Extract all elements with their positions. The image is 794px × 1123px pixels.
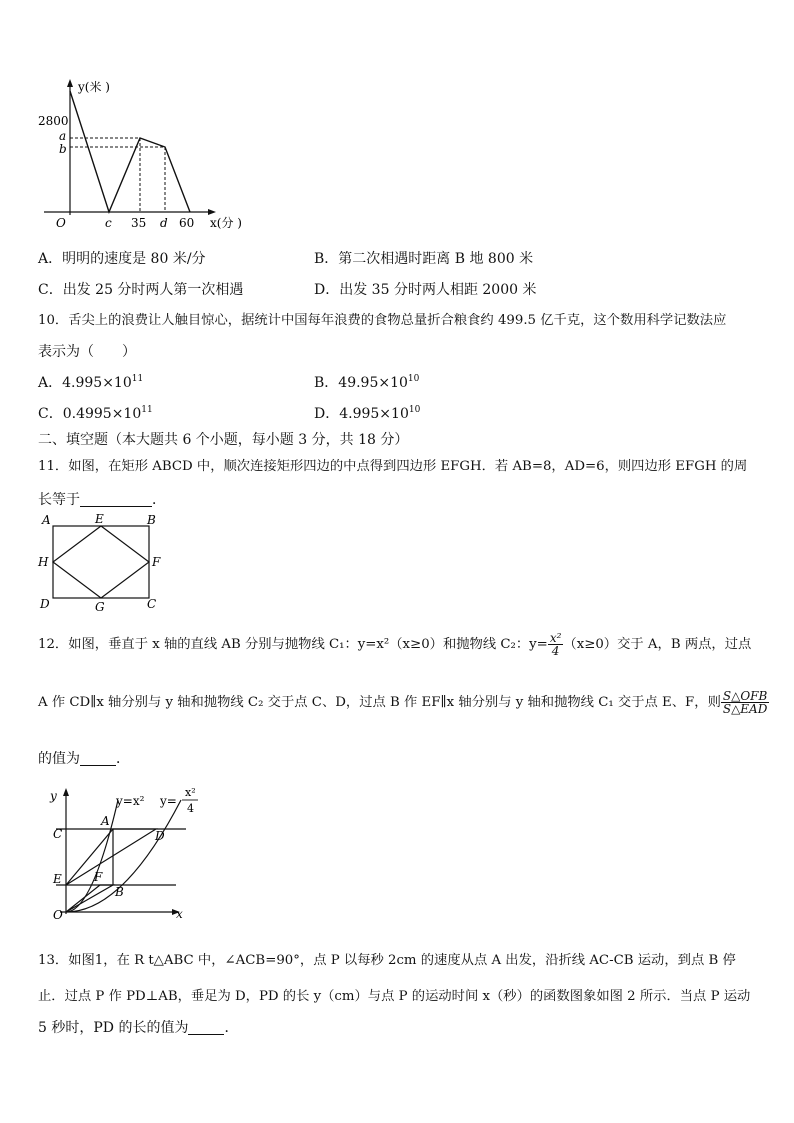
fig12-label-e: E — [53, 872, 62, 886]
q11-answer-blank[interactable] — [80, 492, 152, 507]
graph1-tick-b: b — [59, 142, 67, 156]
fig12-c1-label: y=x² — [116, 794, 145, 808]
q12-line1-end: （x≥0）交于 A，B 两点，过点 — [563, 636, 752, 652]
fig12-c2-label: y= — [160, 794, 177, 808]
fig12-y-arrow — [63, 788, 69, 796]
graph1-tick-d: d — [160, 216, 168, 230]
q10-option-d-base: D．4.995×10 — [314, 406, 409, 422]
graph1-tick-35: 35 — [131, 216, 147, 230]
q11-line2-end: ． — [152, 492, 166, 508]
q12-fraction — [548, 632, 564, 657]
section-heading: 二、填空题（本大题共 6 个小题，每小题 3 分，共 18 分） — [38, 432, 409, 448]
fig12-x-label: x — [176, 907, 183, 921]
q10-option-d — [314, 407, 420, 421]
q12-line2-text: A 作 CD∥x 轴分别与 y 轴和抛物线 C₂ 交于点 C、D，过点 B 作 EF∥x 轴分别与 y 轴和抛物线 C₁ 交于点 E、F，则 — [38, 694, 721, 710]
q10-option-d-exp: 10 — [408, 405, 421, 415]
q9-option-d: D．出发 35 分时两人相距 2000 米 — [314, 282, 537, 298]
parabola-figure — [36, 778, 206, 923]
q10-option-c-exp: 11 — [141, 405, 153, 415]
graph1-tick-2800: 2800 — [38, 114, 69, 128]
graph1-y-label: y(米 ) — [78, 80, 110, 94]
graph1-tick-60: 60 — [179, 216, 195, 230]
q12-answer-blank[interactable] — [80, 751, 116, 766]
q13-line3-end: ． — [224, 1020, 239, 1036]
graph1-x-label: x(分 ) — [210, 216, 242, 230]
label-b: B — [147, 513, 156, 527]
graph1-tick-c: c — [105, 216, 112, 230]
q13-line2: 止．过点 P 作 PD⊥AB，垂足为 D，PD 的长 y（cm）与点 P 的运动时间 x（秒）的函数图象如图 2 所示．当点 P 运动 — [38, 989, 751, 1004]
quadrilateral-efgh — [53, 526, 149, 598]
graph1-x-arrow — [208, 209, 216, 215]
q10-option-b-base: B．49.95×10 — [314, 375, 408, 391]
rectangle-abcd — [53, 526, 149, 598]
q10-option-a-base: A．4.995×10 — [38, 375, 132, 391]
q11-line1: 11．如图，在矩形 ABCD 中，顺次连接矩形四边的中点得到四边形 EFGH．若 AB=8，AD=6，则四边形 EFGH 的周 — [38, 459, 748, 474]
q9-option-c: C．出发 25 分时两人第一次相遇 — [38, 282, 244, 298]
q9-option-b: B．第二次相遇时距离 B 地 800 米 — [314, 251, 534, 267]
q10-option-a-exp: 11 — [131, 374, 144, 384]
q12-line2 — [38, 690, 769, 715]
q13-line1: 13．如图1，在 R t△ABC 中，∠ACB=90°，点 P 以每秒 2cm 的速度从点 A 出发，沿折线 AC-CB 运动，到点 B 停 — [38, 953, 736, 968]
fig12-label-c: C — [53, 827, 63, 841]
graph1-path — [70, 91, 190, 212]
rectangle-figure — [36, 512, 166, 614]
q12-ratio-den: S△EAD — [722, 702, 768, 716]
q12-line3 — [38, 751, 130, 766]
q13-answer-blank[interactable] — [188, 1020, 224, 1035]
q10-stem-2: 表示为（ ） — [38, 344, 136, 360]
graph1-tick-a: a — [59, 129, 67, 143]
q10-option-b — [314, 376, 419, 390]
fig12-label-b: B — [115, 885, 124, 899]
q12-fraction-num: x² — [549, 631, 562, 645]
q13-line3-text: 5 秒时，PD 的长的值为 — [38, 1020, 189, 1036]
graph1-y-arrow — [67, 79, 73, 87]
fig12-c2-frac-num: x² — [185, 786, 196, 799]
fig12-y-label: y — [50, 789, 57, 803]
label-a: A — [42, 513, 51, 527]
q12-line3-end: ． — [116, 751, 130, 767]
q12-fraction-den: 4 — [551, 644, 560, 658]
q10-stem: 10．舌尖上的浪费让人触目惊心，据统计中国每年浪费的食物总量折合粮食约 499.5 亿千克，这个数用科学记数法应 — [38, 313, 727, 328]
q10-option-c-base: C．0.4995×10 — [38, 406, 142, 422]
distance-time-graph — [30, 75, 260, 235]
label-f: F — [152, 555, 161, 569]
q11-line2 — [38, 492, 166, 507]
q9-option-a: A．明明的速度是 80 米/分 — [38, 251, 206, 267]
q12-line3-text: 的值为 — [38, 751, 80, 767]
q11-line2-text: 长等于 — [38, 492, 80, 508]
fig12-label-d: D — [155, 829, 165, 843]
q10-option-b-exp: 10 — [407, 374, 420, 384]
graph1-origin: O — [56, 216, 66, 230]
fig12-origin: O — [53, 908, 63, 922]
fig12-c2-frac-den: 4 — [187, 802, 194, 815]
q12-line1 — [38, 632, 751, 657]
q12-ratio — [721, 690, 769, 715]
label-h: H — [38, 555, 49, 569]
q10-option-a — [38, 376, 143, 390]
fig12-label-f: F — [94, 870, 103, 884]
q12-line1-start: 12．如图，垂直于 x 轴的直线 AB 分别与抛物线 C₁：y=x²（x≥0）和抛物线 C₂：y= — [38, 636, 548, 652]
q12-ratio-num: S△OFB — [722, 689, 768, 703]
q13-line3 — [38, 1020, 238, 1035]
triangle-ead — [66, 829, 156, 885]
label-d: D — [40, 597, 50, 611]
label-e: E — [95, 512, 104, 526]
q10-option-c — [38, 407, 153, 421]
fig12-label-a: A — [101, 814, 110, 828]
label-g: G — [95, 600, 105, 614]
label-c: C — [147, 597, 157, 611]
